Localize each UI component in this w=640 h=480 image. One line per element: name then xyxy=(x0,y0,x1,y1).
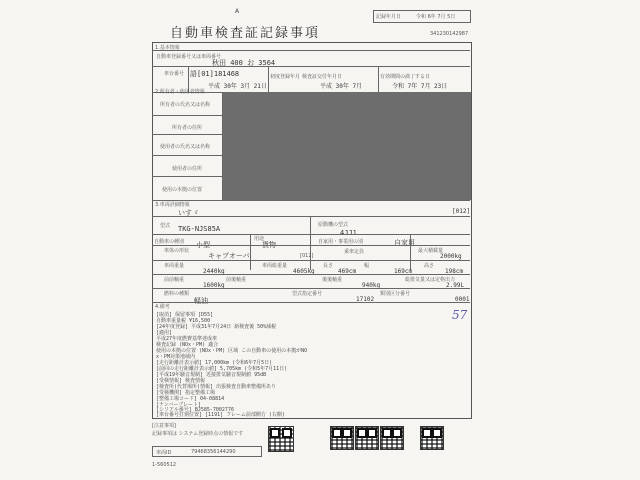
registration-label: 自動車登録番号又は車両番号 xyxy=(156,54,222,60)
divider xyxy=(152,302,470,303)
divider xyxy=(410,234,411,270)
qr-code-icon xyxy=(268,426,294,452)
model-label: 型式 xyxy=(160,223,171,229)
section-owner-heading: 2.所有者・使用者情報 xyxy=(155,89,205,95)
remark-line: 使用の本拠の位置 (NOx・PM) 区域 この自動車の使用の本拠がNO xyxy=(156,348,308,354)
width-value: 169cm xyxy=(394,268,413,275)
divider xyxy=(152,216,470,217)
divider xyxy=(152,176,222,177)
rear-axle-value: 940kg xyxy=(362,282,381,289)
model-value: TKG-NJS85A xyxy=(178,225,221,233)
qr-code-icon xyxy=(330,426,354,450)
divider xyxy=(268,66,269,93)
rear-axle-label: 後後軸重 xyxy=(322,277,343,283)
chassis-value: 語[01]181468 xyxy=(190,70,240,78)
class-number-label: 類別区分番号 xyxy=(380,291,411,297)
issue-date-box xyxy=(373,10,471,23)
cert-issue-value: 平成 30年 7月 xyxy=(320,83,363,90)
divider xyxy=(152,200,470,201)
divider xyxy=(152,260,470,261)
remark-line: [24年度登録] 平成31年7月24日 新検査後 50%減税 xyxy=(156,324,277,330)
remark-line: 平成27年度燃費基準達成車 xyxy=(156,336,218,342)
remark-line: [シリアル番号] BJ585-7002776 xyxy=(156,407,234,413)
first-registration-label: 初度登録年月 xyxy=(270,74,301,80)
divider xyxy=(378,66,379,93)
length-value: 469cm xyxy=(338,268,357,275)
engine-value: 4JJ1 xyxy=(340,229,357,237)
divider xyxy=(250,234,251,270)
qr-code-icon xyxy=(355,426,379,450)
section-basic-heading: 1.基本情報 xyxy=(155,45,180,51)
remark-line: [車台番号打刻位置] [1191] フレーム前部側方 (右側) xyxy=(156,412,285,418)
redacted-owner-info xyxy=(223,92,471,200)
document-title: 自動車検査証記録事項 xyxy=(170,26,321,41)
height-label: 高さ xyxy=(424,263,435,269)
remark-line: [適用] xyxy=(156,330,173,336)
remark-line: [取消] 保留事項 [D55] xyxy=(156,312,214,318)
body-label: 車体の形状 xyxy=(164,248,190,254)
footer-code: 1-560512 xyxy=(152,462,177,468)
cert-issue-label: 検査証交付年月日 xyxy=(302,74,343,80)
height-value: 198cm xyxy=(445,268,464,275)
first-registration-value: 平成 30年 3月 21日 xyxy=(208,83,267,90)
weight-value: 2440kg xyxy=(203,268,225,275)
business-value: 自家用 xyxy=(394,239,415,247)
gross-weight-value: 4605kg xyxy=(293,268,315,275)
business-label: 自家用・事業用の別 xyxy=(318,239,364,245)
handwritten-mark: 57 xyxy=(452,308,468,322)
document-number: 341230142987 xyxy=(430,31,469,37)
qr-code-icon xyxy=(420,426,444,450)
issue-date-label: 記録年月日 xyxy=(376,14,402,20)
footer-notice: [注意事項] xyxy=(152,423,176,429)
type-number-label: 型式指定番号 xyxy=(292,291,323,297)
divider xyxy=(152,274,470,275)
remark-line: [受検情報] 検査情報 xyxy=(156,378,206,384)
displacement-label: 総排気量又は定格出力 xyxy=(405,277,456,283)
divider xyxy=(152,245,470,246)
remark-line: 自動車重量税 ¥16,500 xyxy=(156,318,211,324)
divider xyxy=(152,115,222,116)
divider xyxy=(152,134,222,135)
max-load-value: 2000kg xyxy=(440,253,462,260)
remark-line: [平成19年騒音規制] 近接排気騒音規制値 95dB xyxy=(156,372,267,378)
use-value: 貨物 xyxy=(262,241,276,249)
class-number-value: 0001 xyxy=(455,296,470,303)
maker-value: いすゞ xyxy=(178,209,199,217)
remark-line: 検査記録 (NOx・PM) 適合 xyxy=(156,342,219,348)
type-number-value: 17102 xyxy=(356,296,375,303)
width-label: 幅 xyxy=(364,263,370,269)
weight-label: 車両重量 xyxy=(164,263,185,269)
user-name-label: 使用者の氏名又は名称 xyxy=(160,144,211,150)
vehicle-id-label: 車両ID xyxy=(156,450,172,456)
divider xyxy=(152,50,470,51)
use-label: 用途 xyxy=(254,236,265,242)
length-label: 長さ xyxy=(323,263,334,269)
remark-line: [ナンバープレート] xyxy=(156,402,201,408)
divider xyxy=(152,234,470,235)
divider xyxy=(152,155,222,156)
divider xyxy=(152,66,470,67)
remark-line: x・PM対策地域内 xyxy=(156,354,196,360)
base-location-label: 使用の本拠の位置 xyxy=(162,187,203,193)
user-address-label: 使用者の住所 xyxy=(172,166,203,172)
category-label: 自動車の種別 xyxy=(154,239,185,245)
owner-name-label: 所有者の氏名又は名称 xyxy=(160,102,211,108)
remark-line: [検査所(代替場所)情報] 出張検査自動車整備所あり xyxy=(156,384,277,390)
mid-axle-label: 前後軸重 xyxy=(226,277,247,283)
remark-line: [整備工場コード] 04-08814 xyxy=(156,396,225,402)
maker-code: [012] xyxy=(452,208,471,215)
section-vehicle-heading: 3.車両詳細情報 xyxy=(155,202,190,208)
body-code: [012] xyxy=(300,253,314,259)
body-value: キャブオーバ xyxy=(208,252,250,260)
chassis-label: 車台番号 xyxy=(164,71,185,77)
vehicle-id-value: 79468356144290 xyxy=(191,449,236,455)
engine-label: 原動機の型式 xyxy=(318,222,349,228)
divider xyxy=(152,288,470,289)
divider xyxy=(310,216,311,270)
corner-mark: A xyxy=(235,8,240,15)
max-load-label: 最大積載量 xyxy=(418,248,444,254)
owner-address-label: 所有者の住所 xyxy=(172,125,203,131)
gross-weight-label: 車両総重量 xyxy=(262,263,288,269)
footer-notice-detail: 記録事項は システム登録時点の情報です xyxy=(152,431,244,437)
issue-date-value: 令和 6年 7月 5日 xyxy=(416,14,456,20)
section-remarks-heading: 4.備考 xyxy=(155,304,170,310)
front-axle-label: 前前軸重 xyxy=(164,277,185,283)
category-value: 小型 xyxy=(196,241,210,249)
front-axle-value: 1600kg xyxy=(203,282,225,289)
vehicle-id-box xyxy=(152,446,262,457)
displacement-value: 2.99L xyxy=(446,282,465,289)
remark-line: [受検機関] 指定整備工場 xyxy=(156,390,216,396)
capacity-label: 乗車定員 xyxy=(344,249,365,255)
remark-line: [走行距離計表示値] 17,000km (令和6年7月5日) xyxy=(156,360,273,366)
qr-code-icon xyxy=(380,426,404,450)
remark-line: [前回の走行距離計表示値] 5,705km (令和5年7月11日) xyxy=(156,366,288,372)
fuel-value: 軽油 xyxy=(194,297,208,305)
registration-value: 秋田 400 お 3564 xyxy=(212,59,276,67)
fuel-label: 燃料の種類 xyxy=(164,291,190,297)
expiry-value: 令和 7年 7月 23日 xyxy=(392,83,448,90)
expiry-label: 有効期間の満了する日 xyxy=(380,74,431,80)
